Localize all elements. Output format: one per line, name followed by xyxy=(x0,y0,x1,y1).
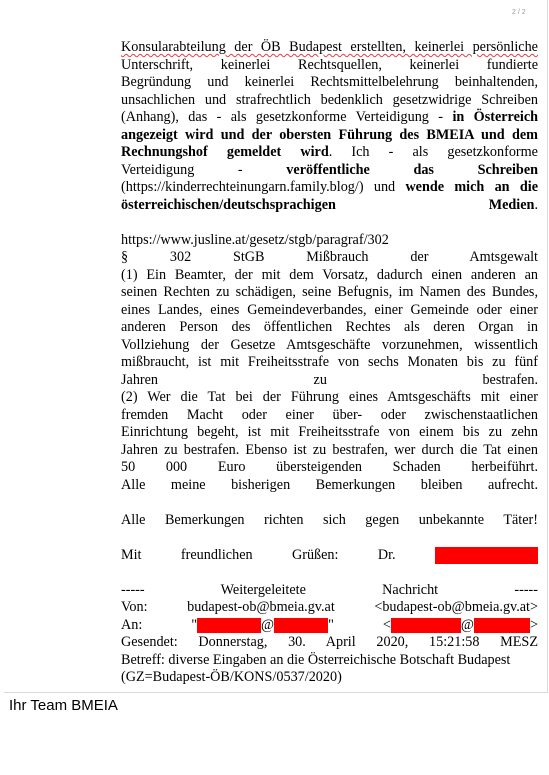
statute-heading: § 302 StGB Mißbrauch der Amtsgewalt xyxy=(121,249,538,265)
redaction-bracket-user xyxy=(391,618,461,633)
p1-line2: Unterschrift, keinerlei Rechtsquellen, keinerlei fundierte xyxy=(121,56,538,73)
statute-line: Jahren zu bestrafen. xyxy=(121,371,538,388)
to-address: " @ " xyxy=(191,616,334,633)
statute-line: anderen Person des öffentlichen Rechtes als deren Organ in xyxy=(121,319,538,335)
statute-line: seinen Rechten zu schädigen, seine Befugnis, im Namen des Bundes, xyxy=(121,284,538,300)
redaction-name xyxy=(435,547,538,564)
statute-line: (1) Ein Beamter, der mit dem Vorsatz, dadurch einen anderen an xyxy=(121,266,538,283)
redaction-bracket-domain xyxy=(474,618,530,633)
document-page xyxy=(4,0,548,693)
statute-line: (2) Wer die Tat bei der Führung eines Amtsgeschäfts mit einer xyxy=(121,389,538,405)
p1-line3: Begründung und keinerlei Rechtsmittelbelehrung beinhaltenden, xyxy=(121,74,538,90)
remarks-line-2: Alle Bemerkungen richten sich gegen unbekannte Täter! xyxy=(121,511,538,528)
to-line: An: " @ " < @ > xyxy=(121,616,538,633)
page-number: 2 / 2 xyxy=(512,9,526,16)
statute-line: Vollziehung der Gesetze Amtsgeschäfte vorzunehmen, wissentlich xyxy=(121,336,538,353)
redaction-to-user xyxy=(197,618,261,633)
statute-line: fremden Macht oder einer über- oder zwischenstaatlichen xyxy=(121,406,538,423)
p1-line6: angezeigt wird und der obersten Führung des BMEIA und dem xyxy=(121,126,538,143)
remarks-line-1: Alle meine bisherigen Bemerkungen bleiben aufrecht. xyxy=(121,476,538,493)
p1-line4: unsachlichen und strafrechtlich bedenklich gesetzwidrige Schreiben xyxy=(121,91,538,108)
p1-line7: Rechnungshof gemeldet wird. Ich - als gesetzkonforme xyxy=(121,144,538,160)
subject-line-1: Betreff: diverse Eingaben an die Österreichische Botschaft Budapest xyxy=(121,651,511,668)
p1-line10: österreichischen/deutschsprachigen Medien. xyxy=(121,196,538,213)
p1-line1: Konsularabteilung der ÖB Budapest erstellten, keinerlei persönliche xyxy=(121,39,538,55)
redaction-to-domain xyxy=(274,618,328,633)
statute-line: mißbraucht, ist mit Freiheitsstrafe von sechs Monaten bis zu fünf xyxy=(121,354,538,370)
statute-line: 50 000 Euro übersteigenden Schaden herbeiführt. xyxy=(121,459,538,475)
sent-line: Gesendet: Donnerstag, 30. April 2020, 15:21:58 MESZ xyxy=(121,634,538,650)
letter-body xyxy=(121,39,538,687)
p1-line9: (https://kinderrechteinungarn.family.blog/) und wende mich an die xyxy=(121,179,538,195)
statute-line: Jahren zu bestrafen. Ebenso ist zu bestrafen, wer durch die Tat einen xyxy=(121,441,538,458)
to-address-bracket: < @ > xyxy=(382,616,538,633)
subject-line-2: (GZ=Budapest-ÖB/KONS/0537/2020) xyxy=(121,669,342,685)
p1-line8: Verteidigung - veröffentliche das Schreiben xyxy=(121,161,539,178)
footer-signature: Ihr Team BMEIA xyxy=(9,697,118,714)
statute-line: eines Landes, eines Gemeindeverbandes, einer Gemeinde oder einer xyxy=(121,301,538,318)
forward-header: ----- Weitergeleitete Nachricht ----- xyxy=(121,581,538,598)
from-line: Von: budapest-ob@bmeia.gv.at <budapest-ob@bmeia.gv.at> xyxy=(121,599,539,615)
p1-line5: (Anhang), das - als gesetzkonforme Verteidigung - in Österreich xyxy=(121,109,539,125)
statute-line: Einrichtung begeht, ist mit Freiheitsstrafe von einem bis zu zehn xyxy=(121,424,538,440)
greeting-line: Mit freundlichen Grüßen: Dr. xyxy=(121,547,538,565)
statute-url: https://www.jusline.at/gesetz/stgb/paragraf/302 xyxy=(121,231,389,248)
